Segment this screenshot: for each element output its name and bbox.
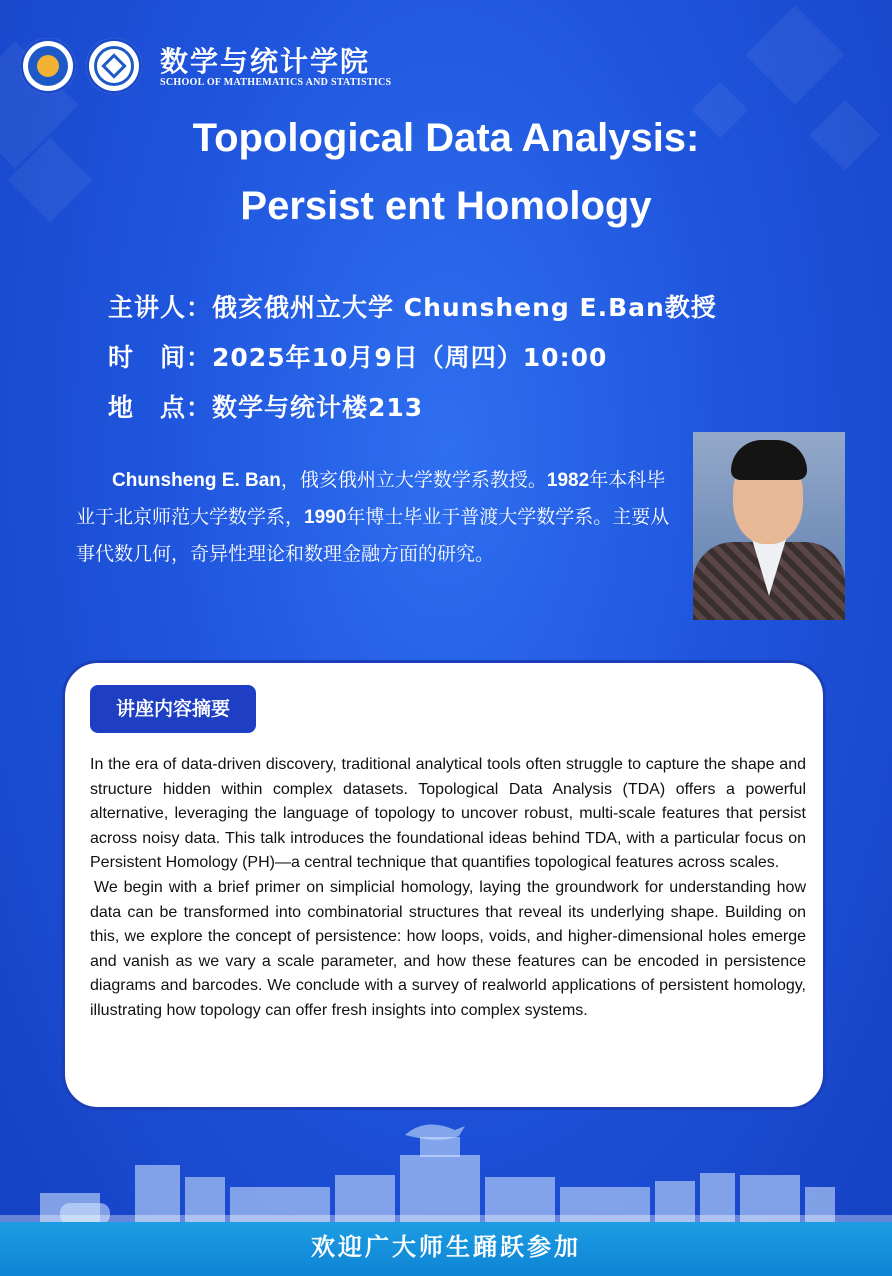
speaker-photo [693, 432, 845, 620]
school-name-cn: 数学与统计学院 [160, 45, 371, 78]
speaker-bio [76, 462, 676, 573]
abstract-card [62, 660, 826, 1110]
bio-name: Chunsheng E. Ban [112, 470, 281, 491]
place-value: 数学与统计楼213 [212, 393, 424, 422]
footer-banner: 欢迎广大师生踊跃参加 [0, 1222, 892, 1276]
speaker-line [108, 288, 717, 324]
speaker-label: 主讲人： [108, 293, 213, 322]
campus-skyline-icon [0, 1115, 892, 1225]
time-line [108, 338, 607, 374]
decor-diamond [746, 6, 845, 105]
time-value: 2025年10月9日（周四）10:00 [212, 343, 608, 372]
bio-text-3: 年博士毕业于普渡大学数学系。主要从事代数几何，奇异性理论和数理金融方面的研究。 [76, 506, 670, 565]
talk-title-line1: Topological Data Analysis: [192, 116, 700, 160]
talk-title-line2: Persist ent Homology [240, 184, 652, 228]
abstract-paragraph-1: In the era of data-driven discovery, traditional analytical tools often struggle to capture the shape and structure hidden within complex datasets. Topological Data Analysis (TDA) offers a powerful alternative, leveraging the language of topology to uncover robust, multi-scale features that persist across noisy data. This talk introduces the foundational ideas behind TDA, with a particular focus on Persistent Homology (PH)—a central technique that quantifies topological features across scales. [90, 756, 806, 872]
bio-text-2: 年本科毕业于北京师范大学数学系， [76, 469, 666, 528]
place-line [108, 388, 423, 424]
school-logo-icon [86, 38, 142, 94]
bio-text-1: ，俄亥俄州立大学数学系教授。 [280, 469, 547, 491]
speaker-value: 俄亥俄州立大学 Chunsheng E.Ban教授 [212, 293, 717, 322]
school-name-en: SCHOOL OF MATHEMATICS AND STATISTICS [160, 77, 392, 88]
place-label: 地 点： [108, 393, 213, 422]
university-logo-icon [20, 38, 76, 94]
bio-year-2: 1990 [304, 507, 347, 528]
abstract-heading: 讲座内容摘要 [90, 685, 256, 733]
abstract-text [90, 753, 806, 1024]
bio-year-1: 1982 [546, 470, 590, 491]
time-label: 时 间： [108, 343, 213, 372]
abstract-paragraph-2: We begin with a brief primer on simplicial homology, laying the groundwork for understanding how data can be transformed into combinatorial structures that reveal its underlying shape. Building on this, we explore the concept of persistence: how loops, voids, and higher-dimensional holes emerge and vanish as we vary a scale parameter, and how these features can be encoded in persistence diagrams and barcodes. We conclude with a survey of realworld applications of persistent homology, illustrating how topology can offer fresh insights into complex systems. [90, 878, 806, 1019]
